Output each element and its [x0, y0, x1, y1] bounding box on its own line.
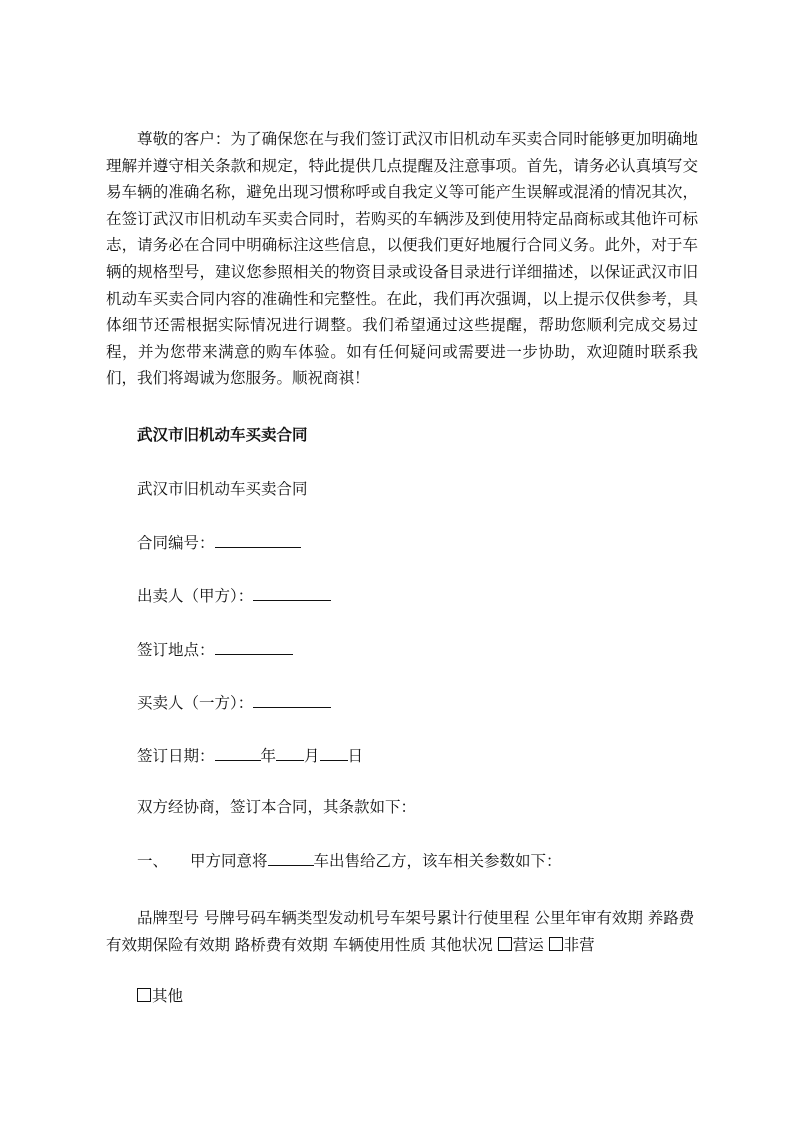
sign-place-label: 签订地点：	[137, 641, 215, 659]
other-option	[137, 986, 183, 1006]
operating-checkbox[interactable]	[498, 937, 512, 951]
contract-number-field	[137, 533, 301, 553]
buyer-label: 买卖人（一方）：	[137, 694, 254, 712]
year-blank[interactable]	[215, 746, 261, 761]
day-blank[interactable]	[320, 746, 348, 761]
seller-blank[interactable]	[253, 586, 331, 601]
clause-one	[137, 851, 562, 871]
month-label: 月	[304, 747, 320, 765]
vehicle-parameters-text: 品牌型号 号牌号码车辆类型发动机号车架号累计行使里程 公里年审有效期 养路费有效期保险有效期 路桥费有效期 车辆使用性质 其他状况	[106, 909, 695, 954]
seller-field	[137, 586, 331, 606]
buyer-blank[interactable]	[253, 693, 331, 708]
contract-title: 武汉市旧机动车买卖合同	[137, 426, 308, 444]
other-label: 其他	[152, 987, 184, 1005]
other-checkbox[interactable]	[137, 988, 151, 1002]
buyer-field	[137, 693, 331, 713]
sign-place-field	[137, 640, 293, 660]
non-operating-checkbox[interactable]	[549, 937, 563, 951]
clause-one-text-b: 车出售给乙方，该车相关参数如下：	[313, 852, 562, 870]
operating-label: 营运	[512, 935, 544, 954]
vehicle-parameters	[106, 905, 698, 958]
sign-date-label: 签订日期：	[137, 747, 215, 765]
year-label: 年	[260, 747, 277, 765]
seller-label: 出卖人（甲方）：	[137, 587, 254, 605]
contract-number-blank[interactable]	[215, 533, 301, 548]
month-blank[interactable]	[276, 746, 304, 761]
clause-one-number: 一、	[137, 852, 169, 870]
day-label: 日	[347, 747, 364, 765]
sign-date-field	[137, 746, 363, 766]
contract-number-label: 合同编号：	[137, 534, 215, 552]
agreement-statement: 双方经协商，签订本合同，其条款如下：	[137, 798, 417, 816]
sign-place-blank[interactable]	[215, 640, 293, 655]
vehicle-blank[interactable]	[268, 851, 314, 866]
intro-paragraph: 尊敬的客户：为了确保您在与我们签订武汉市旧机动车买卖合同时能够更加明确地理解并遵守相关条款和规定，特此提供几点提醒及注意事项。首先，请务必认真填写交易车辆的准确名称，避免出现习惯称呼或自我定义等可能产生误解或混淆的情况其次，在签订武汉市旧机动车买卖合同时，若购买的车辆涉及到使用特定品商标或其他许可标志，请务必在合同中明确标注这些信息，以便我们更好地履行合同义务。此外，对于车辆的规格型号，建议您参照相关的物资目录或设备目录进行详细描述，以保证武汉市旧机动车买卖合同内容的准确性和完整性。在此，我们再次强调，以上提示仅供参考，具体细节还需根据实际情况进行调整。我们希望通过这些提醒，帮助您顺利完成交易过程，并为您带来满意的购车体验。如有任何疑问或需要进一步协助，欢迎随时联系我们，我们将竭诚为您服务。顺祝商祺！	[106, 130, 698, 388]
non-operating-label: 非营	[563, 935, 595, 954]
clause-one-text-a: 甲方同意将	[190, 852, 268, 870]
contract-subtitle: 武汉市旧机动车买卖合同	[137, 480, 308, 498]
